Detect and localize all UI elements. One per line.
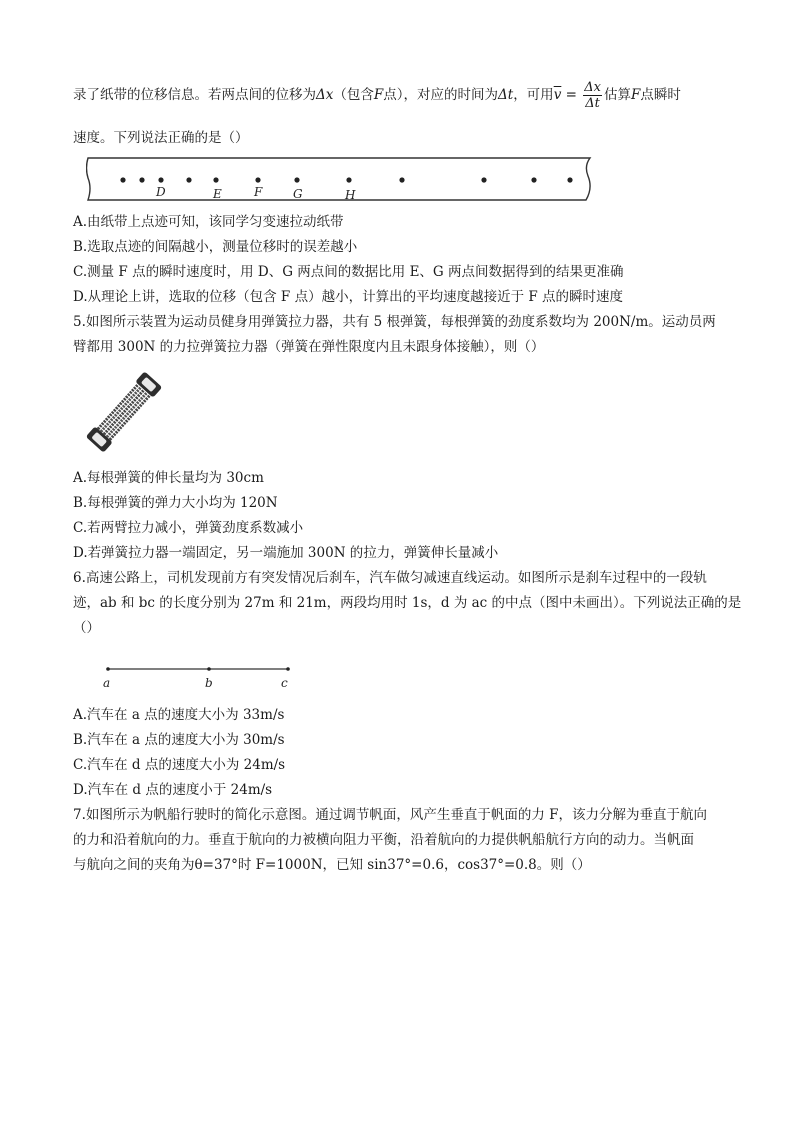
velocity-fraction: [583, 80, 602, 111]
trajectory-figure: [98, 660, 298, 690]
intro-line-1: [73, 80, 681, 111]
tape-dot: [120, 177, 125, 182]
q6-stem-line-1: 6.高速公路上，司机发现前方有突发情况后刹车，汽车做匀减速直线运动。如图所示是刹车过程中的一段轨: [73, 570, 707, 586]
q6-option-d: D.汽车在 d 点的速度小于 24m/s: [73, 782, 273, 798]
q7-stem-line-2: 的力和沿着航向的力。垂直于航向的力被横向阻力平衡，沿着航向的力提供帆船航行方向的动力。当帆面: [73, 832, 694, 848]
q5-option-a: A.每根弹簧的伸长量均为 30cm: [73, 470, 264, 486]
point-f-symbol: F: [373, 87, 384, 103]
q6-option-c: C.汽车在 d 点的速度大小为 24m/s: [73, 757, 286, 773]
point-c: [286, 667, 290, 671]
tape-dot-e: [213, 177, 218, 182]
trajectory-svg: [98, 660, 298, 690]
intro-text: 估算: [603, 87, 631, 103]
tape-label-h: H: [345, 188, 356, 202]
label-b: b: [205, 676, 213, 690]
equals-sign: =: [561, 87, 582, 103]
tape-label-f: F: [254, 185, 263, 199]
q5-option-b: B.每根弹簧的弹力大小均为 120N: [73, 495, 278, 511]
q7-stem-line-3: 与航向之间的夹角为θ=37°时 F=1000N，已知 sin37°=0.6，cos37°=0.8。则（）: [73, 857, 591, 873]
q6-stem-line-2: 迹，ab 和 bc 的长度分别为 27m 和 21m，两段均用时 1s，d 为 ac 的中点（图中未画出）。下列说法正确的是: [73, 595, 742, 611]
tape-dot-f: [255, 177, 260, 182]
tape-dot: [567, 177, 572, 182]
q4-option-c: C.测量 F 点的瞬时速度时，用 D、G 两点间的数据比用 E、G 两点间数据得到的结果更准确: [73, 264, 624, 280]
intro-text: 点瞬时: [640, 87, 681, 103]
intro-text: 点），对应的时间为: [383, 87, 498, 103]
tape-dot-h: [346, 177, 351, 182]
point-f-symbol: F: [630, 87, 641, 103]
point-b: [207, 667, 211, 671]
tape-dot: [481, 177, 486, 182]
intro-line-2: 速度。下列说法正确的是（）: [73, 130, 249, 146]
q6-option-b: B.汽车在 a 点的速度大小为 30m/s: [73, 732, 285, 748]
spring-3: [104, 390, 144, 435]
q5-stem-line-1: 5.如图所示装置为运动员健身用弹簧拉力器，共有 5 根弹簧，每根弹簧的劲度系数均为 200N/m。运动员两: [73, 314, 716, 330]
tape-label-e: E: [213, 187, 222, 201]
q5-stem-line-2: 臂都用 300N 的力拉弹簧拉力器（弹簧在弹性限度内且未跟身体接触），则（）: [73, 339, 545, 355]
tape-dot-d: [158, 177, 163, 182]
tape-dot: [186, 177, 191, 182]
spring-expander-svg: [76, 370, 172, 454]
tape-label-d: D: [156, 185, 166, 199]
average-velocity-symbol: $\overline{v}$: [553, 87, 562, 103]
fraction-denominator: Δt: [585, 96, 600, 111]
tape-dot: [531, 177, 536, 182]
delta-x-symbol: Δx: [316, 87, 334, 103]
spring-2: [101, 387, 141, 432]
q4-option-a: A.由纸带上点迹可知，该同学匀变速拉动纸带: [73, 214, 344, 230]
label-a: a: [103, 676, 111, 690]
spring-1: [98, 384, 138, 429]
point-a: [106, 667, 110, 671]
label-c: c: [281, 676, 288, 690]
spring-expander-figure: [76, 370, 172, 454]
q6-stem-line-3: （）: [73, 620, 100, 636]
spring-5: [110, 395, 150, 440]
tape-dot: [139, 177, 144, 182]
tape-dot: [399, 177, 404, 182]
intro-text: ，可用: [513, 87, 554, 103]
q5-option-d: D.若弹簧拉力器一端固定，另一端施加 300N 的拉力，弹簧伸长量减小: [73, 545, 499, 561]
tape-dot-g: [294, 177, 299, 182]
intro-text: （包含: [333, 87, 374, 103]
fraction-numerator: Δx: [584, 80, 601, 95]
q4-option-d: D.从理论上讲，选取的位移（包含 F 点）越小，计算出的平均速度越接近于 F 点的瞬时速度: [73, 289, 624, 305]
paper-tape-figure: [86, 156, 596, 204]
delta-t-symbol: Δt: [498, 87, 514, 103]
intro-text: 录了纸带的位移信息。若两点间的位移为: [73, 87, 316, 103]
tape-label-g: G: [293, 187, 303, 201]
q4-option-b: B.选取点迹的间隔越小，测量位移时的误差越小: [73, 239, 358, 255]
q5-option-c: C.若两臂拉力减小，弹簧劲度系数减小: [73, 520, 304, 536]
q6-option-a: A.汽车在 a 点的速度大小为 33m/s: [73, 707, 285, 723]
paper-tape-svg: [86, 156, 596, 204]
spring-4: [107, 392, 147, 437]
q7-stem-line-1: 7.如图所示为帆船行驶时的简化示意图。通过调节帆面，风产生垂直于帆面的力 F，该力分解为垂直于航向: [73, 807, 708, 823]
